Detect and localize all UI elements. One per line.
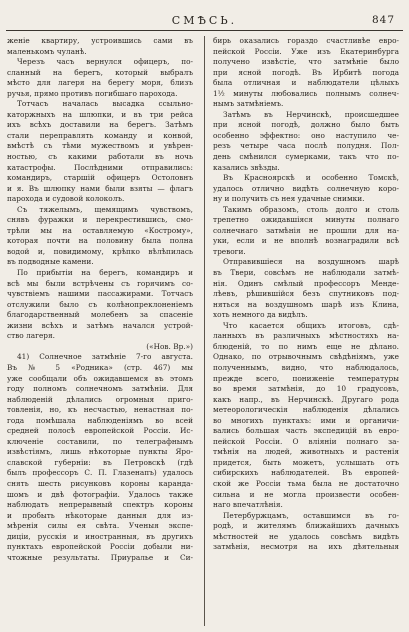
text-line: жизни всѣхъ и затѣмъ начался устрой- — [7, 320, 193, 330]
text-line: была отличная и наблюдатели цѣлыхъ — [213, 78, 399, 88]
text-line: пейской Россіи. Уже изъ Екатеринбурга — [213, 46, 399, 56]
text-line: былъ профессоръ С. П. Глазенапъ) удалось — [7, 468, 193, 478]
text-line: день смѣнился сумерками, такъ что по- — [213, 152, 399, 162]
text-line: диціи, русскія и иностранныя, въ другихъ — [7, 531, 193, 541]
text-line: Однако, по отрывочнымъ свѣдѣніямъ, уже — [213, 352, 399, 362]
text-line: ской же Россіи тьма была не достаточно — [213, 478, 399, 488]
text-line: вмѣстѣ съ тѣми мужествомъ и увѣрен- — [7, 141, 193, 151]
text-line: бирь оказались гораздо счастливѣе евро- — [213, 36, 399, 45]
text-line: прежде всего, пониженіе температуры — [213, 373, 399, 383]
text-line: Отправившіеся на воздушномъ шарѣ — [223, 257, 399, 267]
text-line: снять шесть рисунковъ короны каранда- — [7, 478, 193, 488]
text-line: Затѣмъ въ Нерчинскѣ, происшедшее — [223, 109, 399, 119]
column-divider — [204, 36, 205, 626]
text-line: блюденій, то по нимъ еще не дѣлано. — [213, 341, 399, 351]
text-line: сланный на берегъ, который выбралъ — [7, 67, 193, 77]
text-line: казались звѣзды. — [213, 162, 280, 172]
text-line: пунктахъ европейской Россіи добыли ни- — [7, 542, 193, 552]
page-header — [0, 14, 409, 28]
text-line: удалось отлично видѣть солнечную коро- — [213, 183, 399, 193]
text-line: придется, быть можетъ, услышать отъ — [213, 457, 399, 467]
text-line: чувствіемъ нашими пассажирами. Тотчасъ — [7, 289, 193, 299]
text-line: пейской Россіи. О вліяніи полнаго за- — [213, 436, 399, 446]
text-line: мѣстностей не удалось совсѣмъ видѣть — [213, 531, 399, 541]
text-line: парохода и судовой колоколъ. — [7, 194, 125, 204]
text-line: резъ четыре часа послѣ полудня. Пол- — [213, 141, 399, 151]
text-line: тмѣнія на людей, животныхъ и растенія — [213, 447, 399, 457]
section-title: СМѢСЬ. — [171, 14, 238, 27]
text-line: метеорологическія наблюденія дѣлались — [213, 405, 399, 415]
text-line: Въ Красноярскѣ и особенно Томскѣ, — [223, 173, 399, 183]
text-line: ихъ всѣхъ доставили на берегъ. Затѣмъ — [7, 120, 193, 130]
text-line: хоть немного да видѣлъ. — [213, 310, 308, 320]
text-line: уже сообщали объ ожидавшемся въ этомъ — [7, 373, 193, 383]
text-line: сильна и не могла произвести особен- — [213, 489, 399, 499]
right-column — [213, 36, 399, 553]
text-line: благодарственный молебенъ за спасеніе — [7, 310, 193, 320]
text-line: наблюденій дѣлались огромныя приго- — [7, 394, 193, 404]
text-line: въ подводные камени. — [7, 257, 94, 267]
text-line: наго впечатлѣнія. — [213, 500, 283, 510]
text-line: извѣстіямъ, лишь нѣкоторые пункты Яро- — [7, 447, 193, 457]
text-line: получено извѣстіе, что затмѣніе было — [213, 57, 399, 67]
text-line: затмѣнія, несмотря на ихъ дѣятельныя — [213, 542, 399, 552]
text-line: 1½ минуты любовались полнымъ солнеч- — [213, 88, 399, 98]
text-line: ство лагеря. — [7, 331, 55, 341]
text-line: трепетно ожидавшіяся минуты полнаго — [213, 215, 399, 225]
text-line: Черезъ часъ вернулся офицеръ, по- — [17, 57, 193, 67]
text-line: ключеніе составили, по телеграфнымъ — [7, 436, 193, 446]
text-line: снявъ фуражки и перекрестившись, смо- — [7, 215, 193, 225]
text-line: каторжныхъ на шлюпки, и въ три рейса — [7, 109, 193, 119]
text-line: мѣренія силы ея свѣта. Ученыя экспе- — [7, 521, 193, 531]
text-line: вались большая часть экспедицій въ евро- — [213, 426, 399, 436]
text-line: Въ № 5 «Родника» (стр. 467) мы — [7, 362, 193, 372]
text-line: и пробыть нѣкоторые данныя для из- — [7, 510, 193, 520]
text-line: По прибытіи на берегъ, командиръ и — [17, 268, 193, 278]
text-line: 41) Солнечное затмѣніе 7-го августа. — [17, 352, 193, 362]
text-line: ручья, прямо противъ погибшаго парохода. — [7, 88, 178, 98]
text-line: стали переправлять команду и конвой, — [7, 130, 193, 140]
text-line: во многихъ пунктахъ: ими и органичи- — [213, 415, 399, 425]
text-line: сибирскихъ наблюдателей. Въ европей- — [213, 468, 399, 478]
text-line: нія. Одинъ смѣлый профессоръ Менде- — [213, 278, 399, 288]
text-line: лѣевъ, рѣшившійся безъ спутниковъ под- — [213, 289, 399, 299]
text-line: женіе квартиру, устроившись сами въ — [7, 36, 193, 45]
text-line: наблюдать непрерывный спектръ короны — [7, 500, 193, 510]
text-line: какъ напр., въ Нерчинскѣ. Другаго рода — [213, 394, 399, 404]
text-line: славской губерніи: въ Петровскѣ (гдѣ — [7, 457, 193, 467]
text-line: отслужили было съ колѣнопреклоненіемъ — [7, 299, 193, 309]
text-line: средней полосѣ европейской Россіи. Ис- — [7, 426, 193, 436]
text-line: («Нов. Вр.») — [146, 341, 193, 351]
text-line: Петербуржцамъ, оставшимся въ го- — [223, 510, 399, 520]
text-line: и я. Въ шлюпку нами были взяты — флагъ — [7, 183, 193, 193]
text-line: товленія, но, къ несчастью, ненастная по- — [7, 405, 193, 415]
text-line: Такимъ образомъ, столь долго и столь — [223, 204, 399, 214]
page-number: 847 — [371, 14, 395, 26]
text-line: полученнымъ, видно, что наблюдалось, — [213, 362, 399, 372]
text-line: няться на воздушномъ шарѣ изъ Клина, — [213, 299, 399, 309]
text-line: году полномъ солнечномъ затмѣніи. Для — [7, 384, 193, 394]
text-line: года помѣшала наблюденіямъ во всей — [7, 415, 193, 425]
text-line: водой и, повидимому, крѣпко вѣлѣпилась — [7, 246, 193, 256]
text-line: мѣсто для лагеря на берегу моря, близъ — [7, 78, 193, 88]
text-line: особенно эффектно: оно наступило че- — [213, 130, 399, 140]
text-line: которая почти на половину была полна — [7, 236, 193, 246]
text-line: Что касается общихъ итоговъ, сдѣ- — [223, 320, 399, 330]
text-line: родѣ, и жителямъ ближайшихъ дачныхъ — [213, 521, 399, 531]
text-line: при ясной погодѣ, должно было быть — [213, 120, 399, 130]
text-line: командиръ, старшій офицеръ Остоловнъ — [7, 173, 193, 183]
text-line: Съ тяжелымъ, щемящимъ чувствомъ, — [17, 204, 193, 214]
text-line: въ Твери, совсѣмъ не наблюдали затмѣ- — [213, 268, 399, 278]
text-line: всѣ мы были встрѣчены съ горячимъ со- — [7, 278, 193, 288]
text-line: солнечнаго затмѣнія не прошли для на- — [213, 225, 399, 235]
text-line: шомъ и двѣ фотографіи. Удалось также — [7, 489, 193, 499]
text-line: чтожные результаты. Приуралье и Си- — [7, 552, 193, 562]
left-column — [7, 36, 193, 563]
text-line: катастрофы. Послѣдними отправились: — [7, 162, 193, 172]
text-line: ланныхъ въ различныхъ мѣстностяхъ на- — [213, 331, 399, 341]
header-rule — [6, 30, 403, 31]
text-line: ну и получить съ нея удачные снимки. — [213, 194, 365, 204]
text-line: Тотчасъ началась высадка ссыльно- — [17, 99, 193, 109]
text-line: нымъ затмѣніемъ. — [213, 99, 284, 109]
text-line: трѣли мы на оставляемую «Кострому», — [7, 225, 193, 235]
text-line: при ясной погодѣ. Въ Ирбитѣ погода — [213, 67, 399, 77]
text-line: ностью, съ какими работали въ ночь — [7, 152, 193, 162]
text-line: маленькомъ чуланѣ. — [7, 46, 87, 56]
text-line: тревоги. — [213, 246, 246, 256]
text-line: во время затмѣнія, до 10 градусовъ, — [213, 384, 399, 394]
text-line: уки, если и не вполнѣ вознаградили всѣ — [213, 236, 399, 246]
